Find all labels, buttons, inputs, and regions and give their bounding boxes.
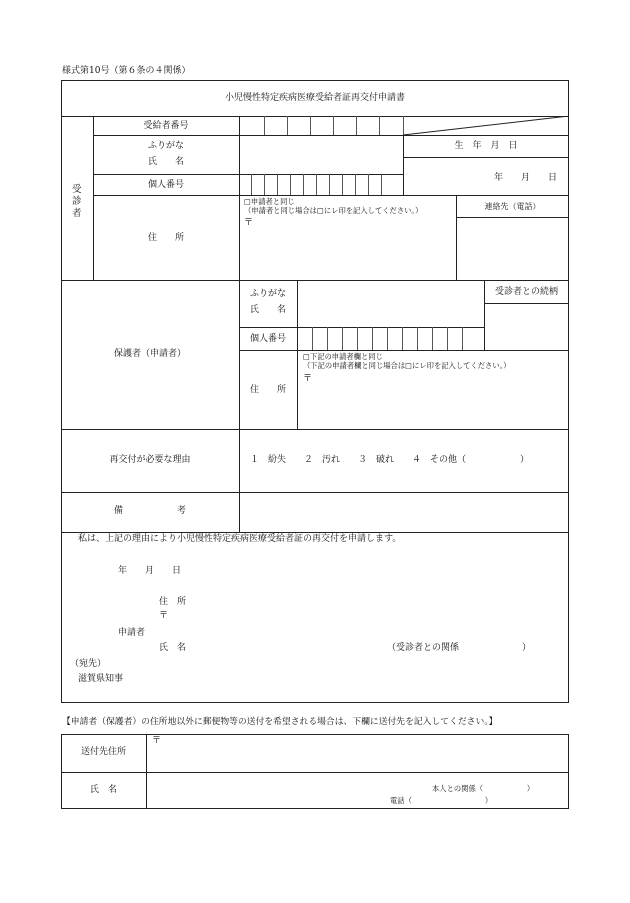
- contact-field[interactable]: [457, 218, 568, 279]
- form-title: 小児慢性特定疾病医療受給者証再交付申請書: [224, 93, 405, 103]
- guardian-personal-number-field[interactable]: [297, 327, 484, 350]
- declaration-statement: 私は、上記の理由により小児慢性特定疾病医療受給者証の再交付を申請します。: [78, 534, 402, 544]
- declaration-address-label: 住 所: [159, 597, 187, 607]
- guardian-postal-mark: 〒: [303, 374, 313, 384]
- patient-name-label: 氏 名: [147, 157, 184, 167]
- patient-same-checkbox[interactable]: □申請者と同じ: [244, 197, 295, 206]
- mailing-name-field[interactable]: [147, 773, 417, 808]
- governor-label: 滋賀県知事: [78, 674, 124, 684]
- declaration-relation[interactable]: （受診者との関係 ）: [387, 643, 532, 653]
- remarks-label: 備 考: [113, 506, 186, 516]
- relation-field[interactable]: [485, 304, 568, 349]
- mailing-name-label: 氏 名: [89, 785, 117, 795]
- relation-label: 受診者との続柄: [494, 287, 558, 297]
- patient-section-label: 受 診 者: [72, 184, 82, 219]
- guardian-personal-number-label: 個人番号: [249, 334, 286, 344]
- form-number: 様式第10号（第６条の４関係）: [62, 66, 191, 76]
- mailing-address-field[interactable]: [147, 735, 568, 772]
- patient-name-field[interactable]: [240, 136, 402, 174]
- mailing-postal-mark: 〒: [152, 736, 162, 746]
- patient-furigana-label: ふりがな: [147, 141, 184, 151]
- guardian-section-label: 保護者（申請者）: [113, 349, 186, 359]
- patient-personal-number-label: 個人番号: [147, 180, 184, 190]
- birthdate-label: 生 年 月 日: [454, 141, 518, 151]
- remarks-field[interactable]: [240, 493, 568, 531]
- addressee-label: （宛先）: [70, 659, 107, 669]
- mailing-address-label: 送付先住所: [80, 747, 126, 757]
- diagonal-strike: [403, 116, 569, 135]
- guardian-name-label: 氏 名: [249, 305, 286, 315]
- guardian-name-field[interactable]: [298, 281, 483, 326]
- mailing-relation[interactable]: 本人との関係（ ）: [432, 784, 535, 793]
- contact-label: 連絡先（電話）: [484, 202, 541, 211]
- recipient-number-field[interactable]: [239, 116, 403, 135]
- patient-same-note: （申請者と同じ場合は□にレ印を記入してください。）: [244, 206, 423, 215]
- declaration-date[interactable]: 年 月 日: [118, 566, 182, 576]
- patient-address-label: 住 所: [147, 233, 184, 243]
- declaration-name-label: 氏 名: [159, 643, 187, 653]
- reason-options[interactable]: １ 紛失 ２ 汚れ ３ 破れ ４ その他（ ）: [250, 455, 530, 465]
- applicant-label: 申請者: [118, 628, 146, 638]
- recipient-number-label: 受給者番号: [143, 121, 189, 131]
- guardian-address-label: 住 所: [249, 385, 286, 395]
- patient-postal-mark: 〒: [244, 218, 254, 228]
- reason-label: 再交付が必要な理由: [109, 455, 191, 465]
- guardian-same-note: （下記の申請者欄と同じ場合は□にレ印を記入してください。）: [303, 361, 511, 370]
- birthdate-value[interactable]: 年 月 日: [493, 173, 557, 183]
- guardian-furigana-label: ふりがな: [249, 289, 286, 299]
- guardian-same-checkbox[interactable]: □下記の申請者欄と同じ: [303, 352, 383, 361]
- mailing-notice: 【申請者（保護者）の住所地以外に郵便物等の送付を希望される場合は、下欄に送付先を記入してください。】: [62, 717, 498, 727]
- mailing-phone[interactable]: 電話（ ）: [390, 796, 493, 805]
- patient-personal-number-field[interactable]: [239, 174, 403, 195]
- declaration-postal-mark: 〒: [159, 611, 169, 621]
